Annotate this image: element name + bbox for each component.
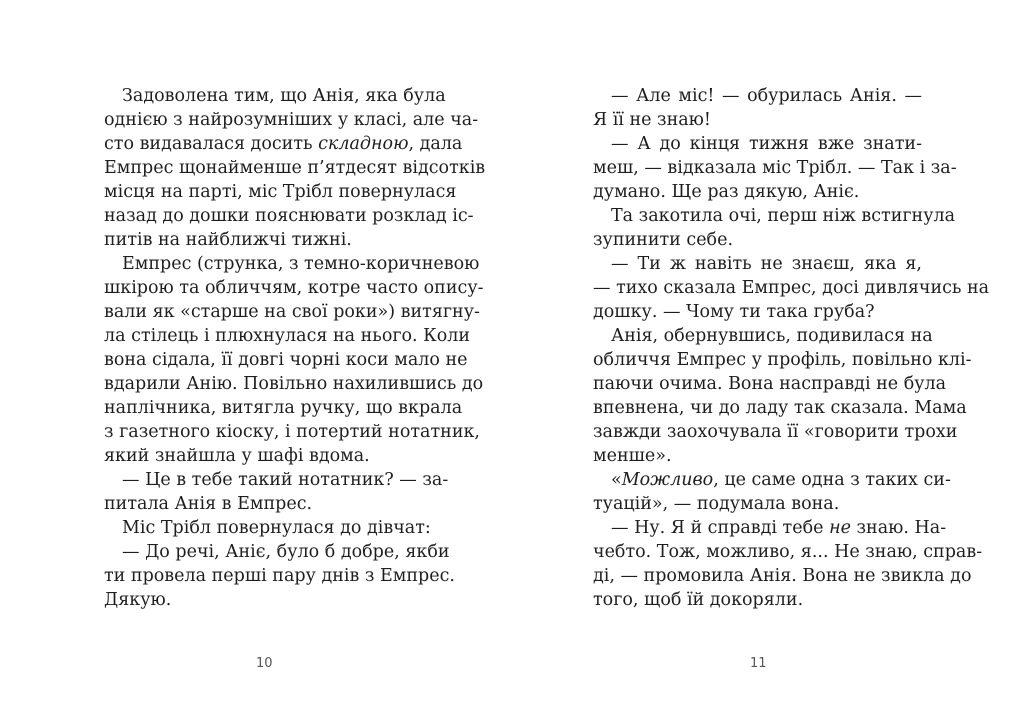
text-line: питала Анія в Емпрес.	[104, 494, 313, 514]
text-run: — Ну. Я й справді тебе	[611, 518, 830, 538]
text-line: вдарили Анію. Повільно нахилившись до	[104, 374, 484, 394]
text-line: — Це в тебе такий нотатник? — за-	[122, 470, 449, 490]
text-line: думано. Ще раз дякую, Аніє.	[593, 182, 860, 202]
text-line: шкірою та обличчям, котре часто опису-	[104, 278, 484, 298]
text-line: обличчя Емпрес у профіль, повільно клі-	[593, 350, 972, 370]
text-line: — А до кінця тижня вже знати-	[611, 134, 922, 154]
text-line: назад до дошки пояснювати розклад іс-	[104, 206, 474, 226]
text-line: Дякую.	[104, 590, 172, 610]
text-line: який знайшла у шафі вдома.	[104, 446, 370, 466]
text-line: — тихо сказала Емпрес, досі дивлячись на	[593, 278, 990, 298]
text-line: ла стілець і плюхнулася на нього. Коли	[104, 326, 471, 346]
text-line: впевнена, чи до ладу так сказала. Мама	[593, 398, 967, 418]
text-line: ти провела перші пару днів з Емпрес.	[104, 566, 455, 586]
text-run: сто видавалася досить	[104, 134, 319, 154]
text-line: Я її не знаю!	[593, 110, 711, 130]
text-line: менше».	[593, 446, 672, 466]
text-line: — До речі, Аніє, було б добре, якби	[122, 542, 450, 562]
text-line: туацій», — подумала вона.	[593, 494, 840, 514]
right-page	[512, 0, 1024, 709]
text-line: — Але міс! — обурилась Анія. —	[611, 86, 922, 106]
text-line: Міс Трібл повернулася до дівчат:	[122, 518, 431, 538]
text-line: завжди заохочувала її «говорити трохи	[593, 422, 958, 442]
text-line: питів на найближчі тижні.	[104, 230, 352, 250]
text-line: зупинити себе.	[593, 230, 734, 250]
text-line: Задоволена тим, що Анія, яка була	[122, 86, 446, 106]
text-line	[104, 132, 463, 156]
text-line	[611, 516, 947, 540]
text-line: чебто. Тож, можливо, я... Не знаю, справ-	[593, 542, 983, 562]
text-line: дошку. — Чому ти така груба?	[593, 302, 875, 322]
text-line: ді, — промовила Анія. Вона не звикла до	[593, 566, 972, 586]
text-line: меш, — відказала міс Трібл. — Так і за-	[593, 158, 957, 178]
text-line: Емпрес щонайменше п’ятдесят відсотків	[104, 158, 486, 178]
italic-text: не	[829, 518, 851, 538]
text-run: «	[611, 470, 622, 490]
text-line: Емпрес (струнка, з темно-коричневою	[122, 254, 480, 274]
italic-text: Можливо	[621, 470, 714, 490]
text-run: , дала	[408, 134, 463, 154]
text-line: Анія, обернувшись, подивилася на	[611, 326, 933, 346]
italic-text: складною	[318, 134, 409, 154]
text-line: однією з найрозумніших у класі, але ча-	[104, 110, 479, 130]
page-number: 11	[750, 656, 767, 671]
text-line: вали як «старше на свої роки») витягну-	[104, 302, 480, 322]
text-line: місця на парті, міс Трібл повернулася	[104, 182, 457, 202]
text-line: вона сідала, її довгі чорні коси мало не	[104, 350, 468, 370]
text-line: — Ти ж навіть не знаєш, яка я,	[611, 254, 922, 274]
page-number: 10	[256, 656, 273, 671]
text-run: , це саме одна з таких си-	[713, 470, 951, 490]
text-line: паючи очима. Вона насправді не була	[593, 374, 947, 394]
text-line	[611, 468, 951, 492]
text-line: Та закотила очі, перш ніж встигнула	[611, 206, 956, 226]
text-run: знаю. На-	[850, 518, 947, 538]
text-line: того, щоб їй докоряли.	[593, 590, 804, 610]
text-line: з газетного кіоску, і потертий нотатник,	[104, 422, 480, 442]
text-line: наплічника, витягла ручку, що вкрала	[104, 398, 463, 418]
